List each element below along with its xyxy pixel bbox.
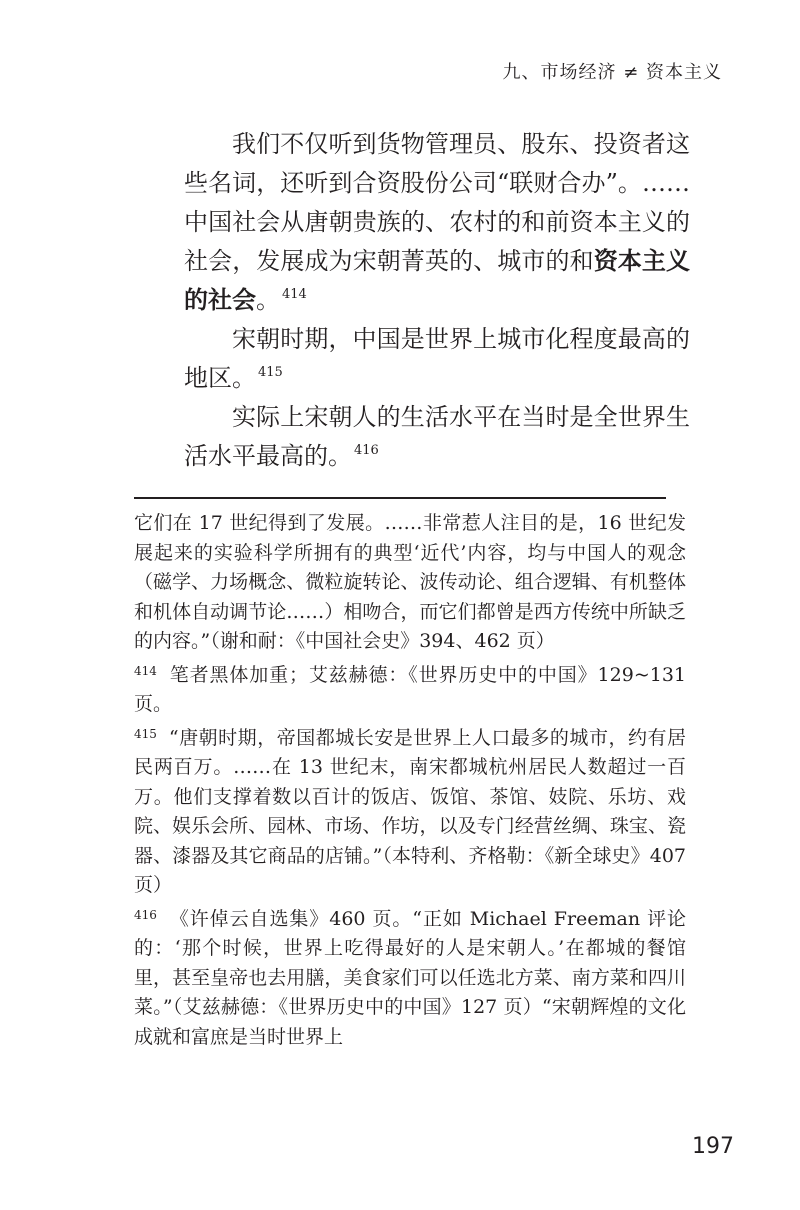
footnote-414 (134, 661, 686, 720)
paragraph-urbanization (184, 320, 690, 398)
running-head: 九、市场经济 ≠ 资本主义 (502, 62, 722, 83)
quote-period: 。 (256, 286, 280, 314)
page-number: 197 (692, 1134, 734, 1159)
footnote-number: 415 (134, 726, 157, 741)
footnote-415 (134, 724, 686, 901)
footnote-416 (134, 905, 686, 1053)
footnote-text: 笔者黑体加重；艾兹赫德：《世界历史中的中国》129~131 页。 (134, 663, 686, 715)
footnote-continued: 它们在 17 世纪得到了发展。……非常惹人注目的是，16 世纪发展起来的实验科学所拥有的典型‘近代’内容，均与中国人的观念（磁学、力场概念、微粒旋转论、波传动论、组合逻辑、有机整体和机体自动调节论……）相吻合，而它们都曾是西方传统中所缺乏的内容。”（谢和耐：《中国社会史》394、462 页） (134, 512, 686, 652)
note-ref-416[interactable]: 416 (354, 443, 379, 458)
paragraph-text: 实际上宋朝人的生活水平在当时是全世界生活水平最高的。 (184, 403, 690, 470)
note-ref-415[interactable]: 415 (258, 365, 283, 380)
paragraph-living-standard (184, 398, 690, 476)
note-ref-414[interactable]: 414 (282, 287, 307, 302)
main-text (184, 125, 690, 476)
paragraph-text: 宋朝时期，中国是世界上城市化程度最高的地区。 (184, 325, 690, 392)
footnote-number: 416 (134, 907, 157, 922)
footnote-number: 414 (134, 663, 157, 678)
footnote-text: “唐朝时期，帝国都城长安是世界上人口最多的城市，约有居民两百万。……在 13 世纪末，南宋都城杭州居民人数超过一百万。他们支撑着数以百计的饭店、饭馆、茶馆、妓院、乐坊、戏院、娱乐会所、园林、市场、作坊，以及专门经营丝绸、珠宝、瓷器、漆器及其它商品的店铺。”（本特利、齐格勒：《新全球史》407 页） (134, 726, 686, 896)
footnote-divider (134, 497, 666, 499)
block-quote (184, 125, 690, 320)
footnotes (134, 509, 686, 1056)
footnote-text: 《许倬云自选集》460 页。“正如 Michael Freeman 评论的：‘那个时候，世界上吃得最好的人是宋朝人。’在都城的餐馆里，甚至皇帝也去用膳，美食家们可以任选北方菜、南方菜和四川菜。”（艾兹赫德：《世界历史中的中国》127 页）“宋朝辉煌的文化成就和富庶是当时世界上 (134, 907, 686, 1048)
quote-text: 我们不仅听到货物管理员、股东、投资者这些名词，还听到合资股份公司“联财合办”。…… 中国社会从唐朝贵族的、农村的和前资本主义的社会，发展成为宋朝菁英的、城市的和 (184, 130, 690, 275)
bold-emphasis: 资本主义的社会 (184, 247, 691, 314)
